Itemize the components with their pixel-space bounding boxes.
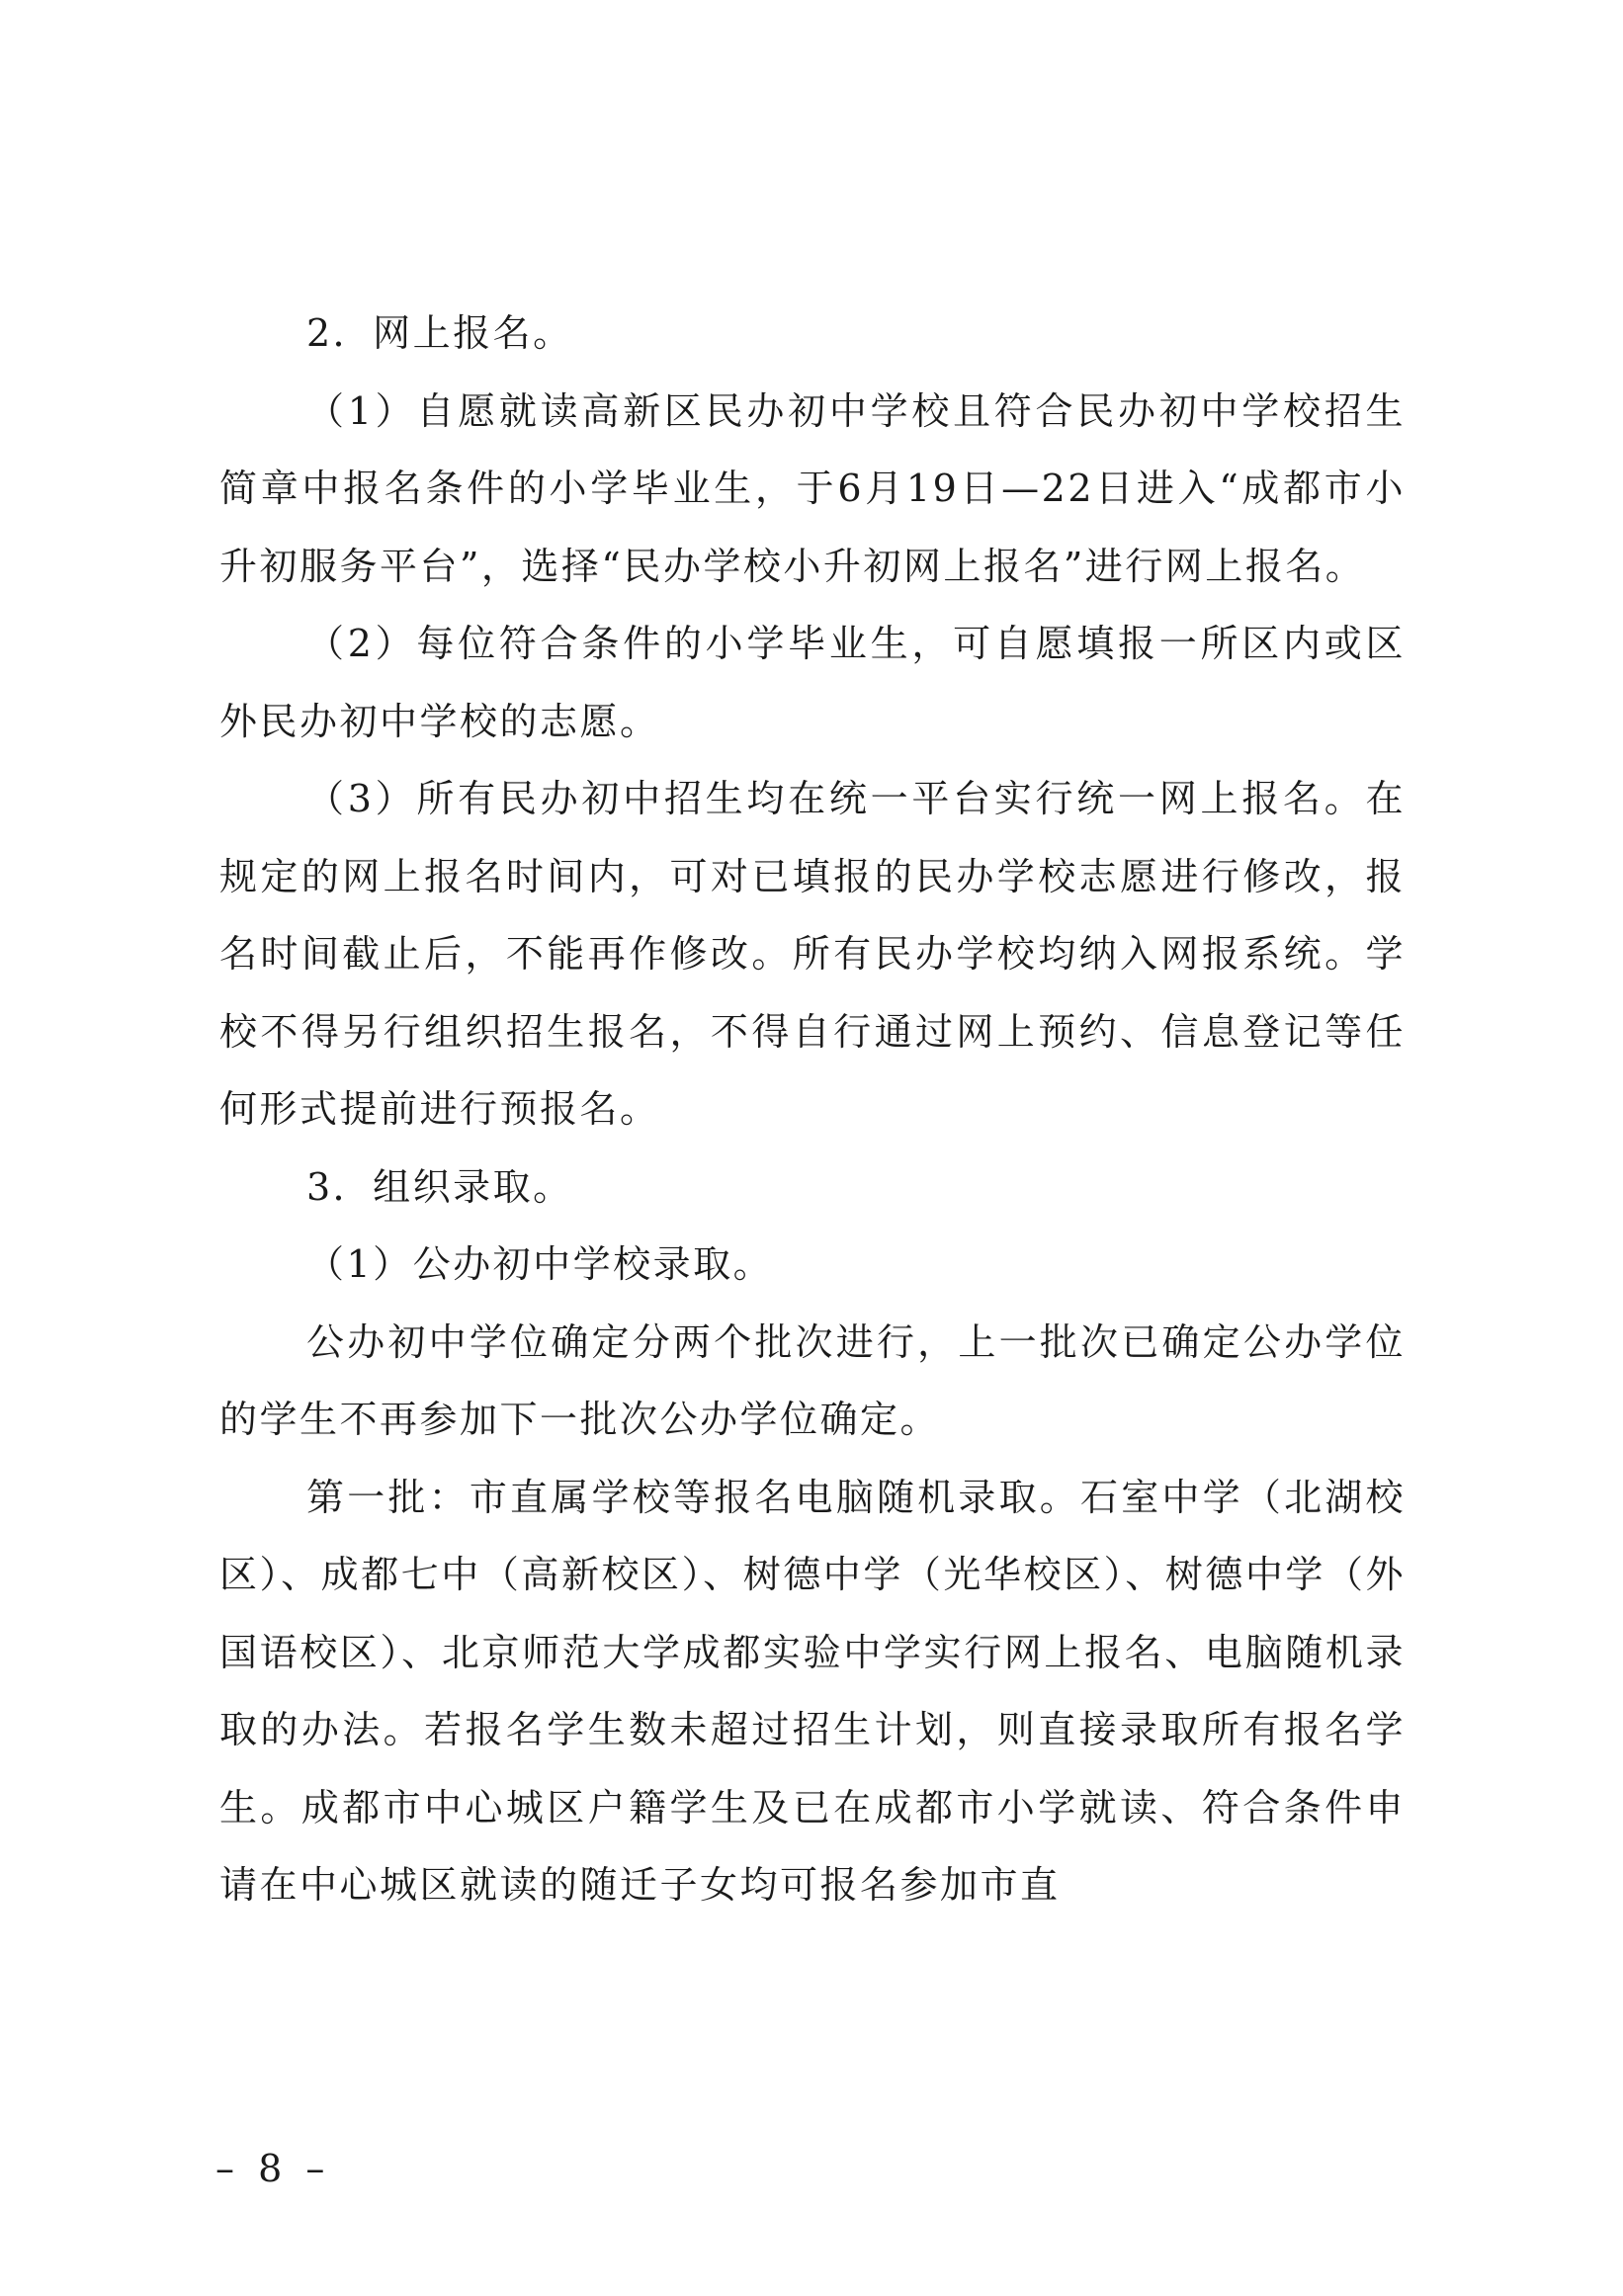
- paragraph-admission-heading: 3．组织录取。: [306, 1164, 573, 1209]
- page-number: – 8 –: [215, 2147, 331, 2190]
- paragraph-first-batch: 第一批：市直属学校等报名电脑随机录取。石室中学（北湖校区）、成都七中（高新校区）、树德中学（光华校区）、树德中学（外国语校区）、北京师范大学成都实验中学实行网上报名、电脑随机录取的办法。若报名学生数未超过招生计划，则直接录取所有报名学生。成都市中心城区户籍学生及已在成都市小学就读、符合条件申请在中心城区就读的随迁子女均可报名参加市直: [219, 1475, 1406, 1907]
- paragraph-public-admission-subheading: （1）公办初中学校录取。: [306, 1242, 774, 1286]
- paragraph-registration-item-3: （3）所有民办初中招生均在统一平台实行统一网上报名。在规定的网上报名时间内，可对已填报的民办学校志愿进行修改，报名时间截止后，不能再作修改。所有民办学校均纳入网报系统。学校不得另行组织招生报名，不得自行通过网上预约、信息登记等任何形式提前进行预报名。: [219, 777, 1406, 1131]
- paragraph-public-admission-batches: 公办初中学位确定分两个批次进行，上一批次已确定公办学位的学生不再参加下一批次公办学位确定。: [219, 1319, 1406, 1441]
- paragraph-registration-item-2: （2）每位符合条件的小学毕业生，可自愿填报一所区内或区外民办初中学校的志愿。: [219, 622, 1406, 743]
- document-body: [219, 295, 1406, 1924]
- paragraph-online-registration-heading: 2．网上报名。: [306, 311, 573, 355]
- paragraph-registration-item-1: （1）自愿就读高新区民办初中学校且符合民办初中学校招生简章中报名条件的小学毕业生，于6月19日—22日进入“成都市小升初服务平台”，选择“民办学校小升初网上报名”进行网上报名。: [219, 388, 1406, 588]
